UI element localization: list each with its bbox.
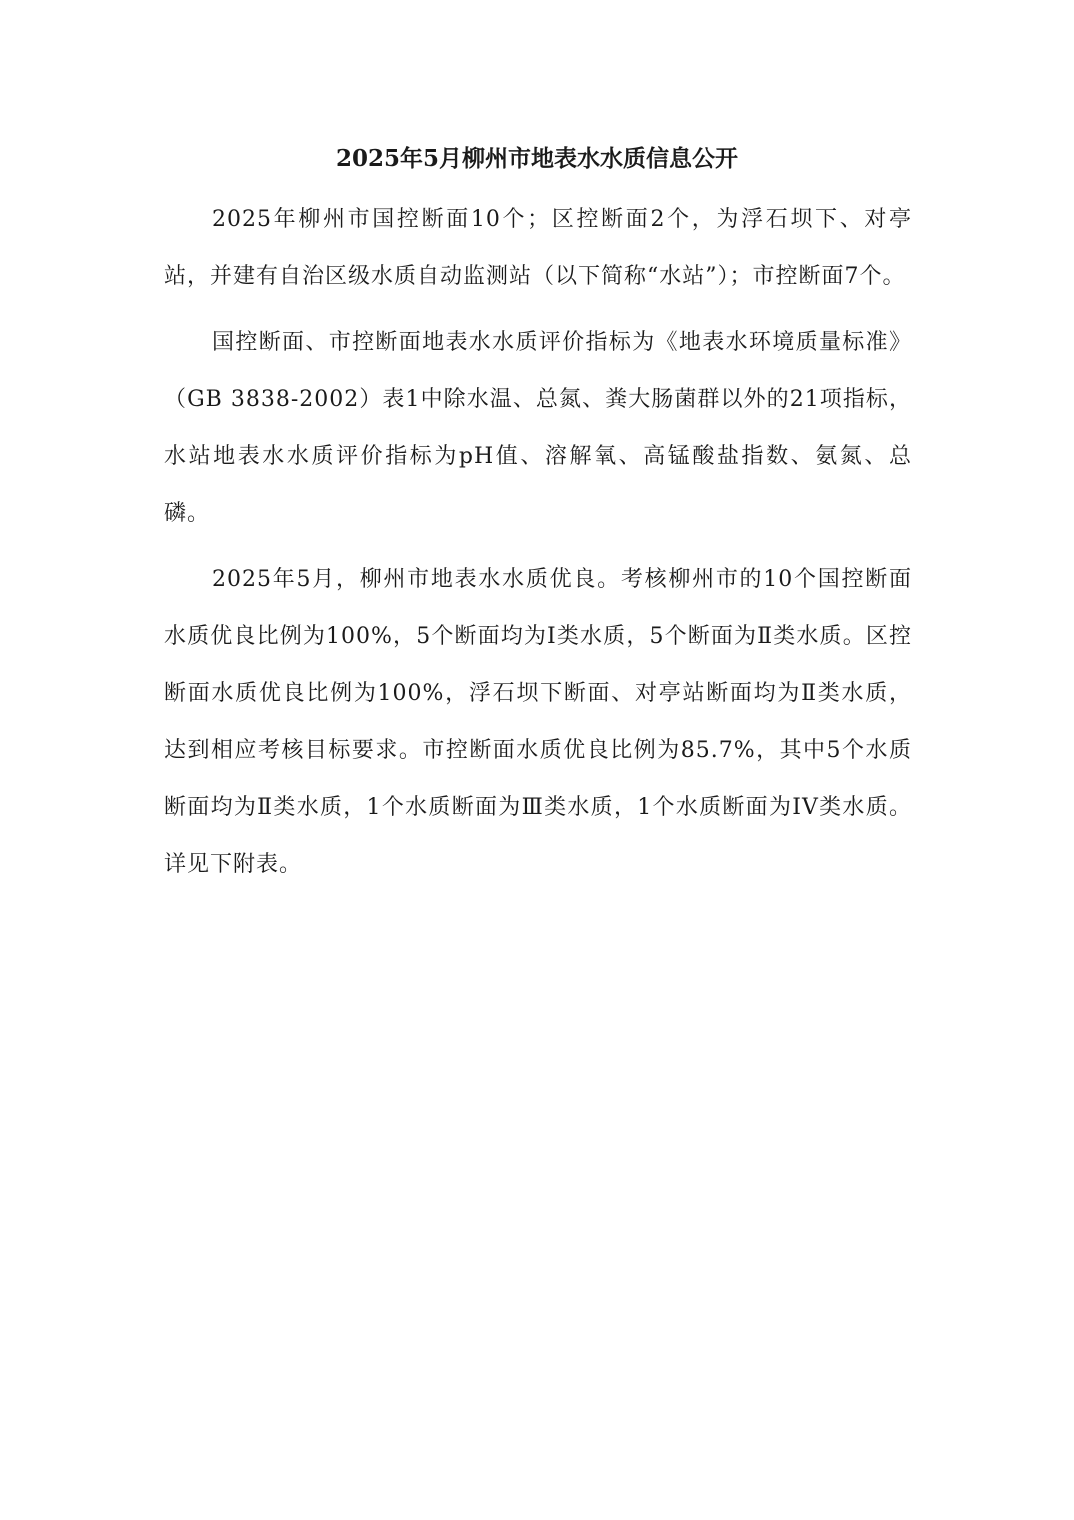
paragraph-section-overview: 2025年柳州市国控断面10个；区控断面2个，为浮石坝下、对亭站，并建有自治区级水质自动监测站（以下简称“水站”）；市控断面7个。 [164, 207, 912, 289]
document-body [164, 191, 912, 902]
paragraph-evaluation-indicators: 国控断面、市控断面地表水水质评价指标为《地表水环境质量标准》（GB 3838-2002）表1中除水温、总氮、粪大肠菌群以外的21项指标，水站地表水水质评价指标为pH值、溶解氧、高锰酸盐指数、氨氮、总磷。 [164, 330, 912, 526]
paragraph-water-quality-results: 2025年5月，柳州市地表水水质优良。考核柳州市的10个国控断面水质优良比例为100%，5个断面均为Ⅰ类水质，5个断面为Ⅱ类水质。区控断面水质优良比例为100%，浮石坝下断面、对亭站断面均为Ⅱ类水质，达到相应考核目标要求。市控断面水质优良比例为85.7%，其中5个水质断面均为Ⅱ类水质，1个水质断面为Ⅲ类水质，1个水质断面为IV类水质。详见下附表。 [164, 567, 912, 877]
document-title: 2025年5月柳州市地表水水质信息公开 [335, 145, 739, 172]
